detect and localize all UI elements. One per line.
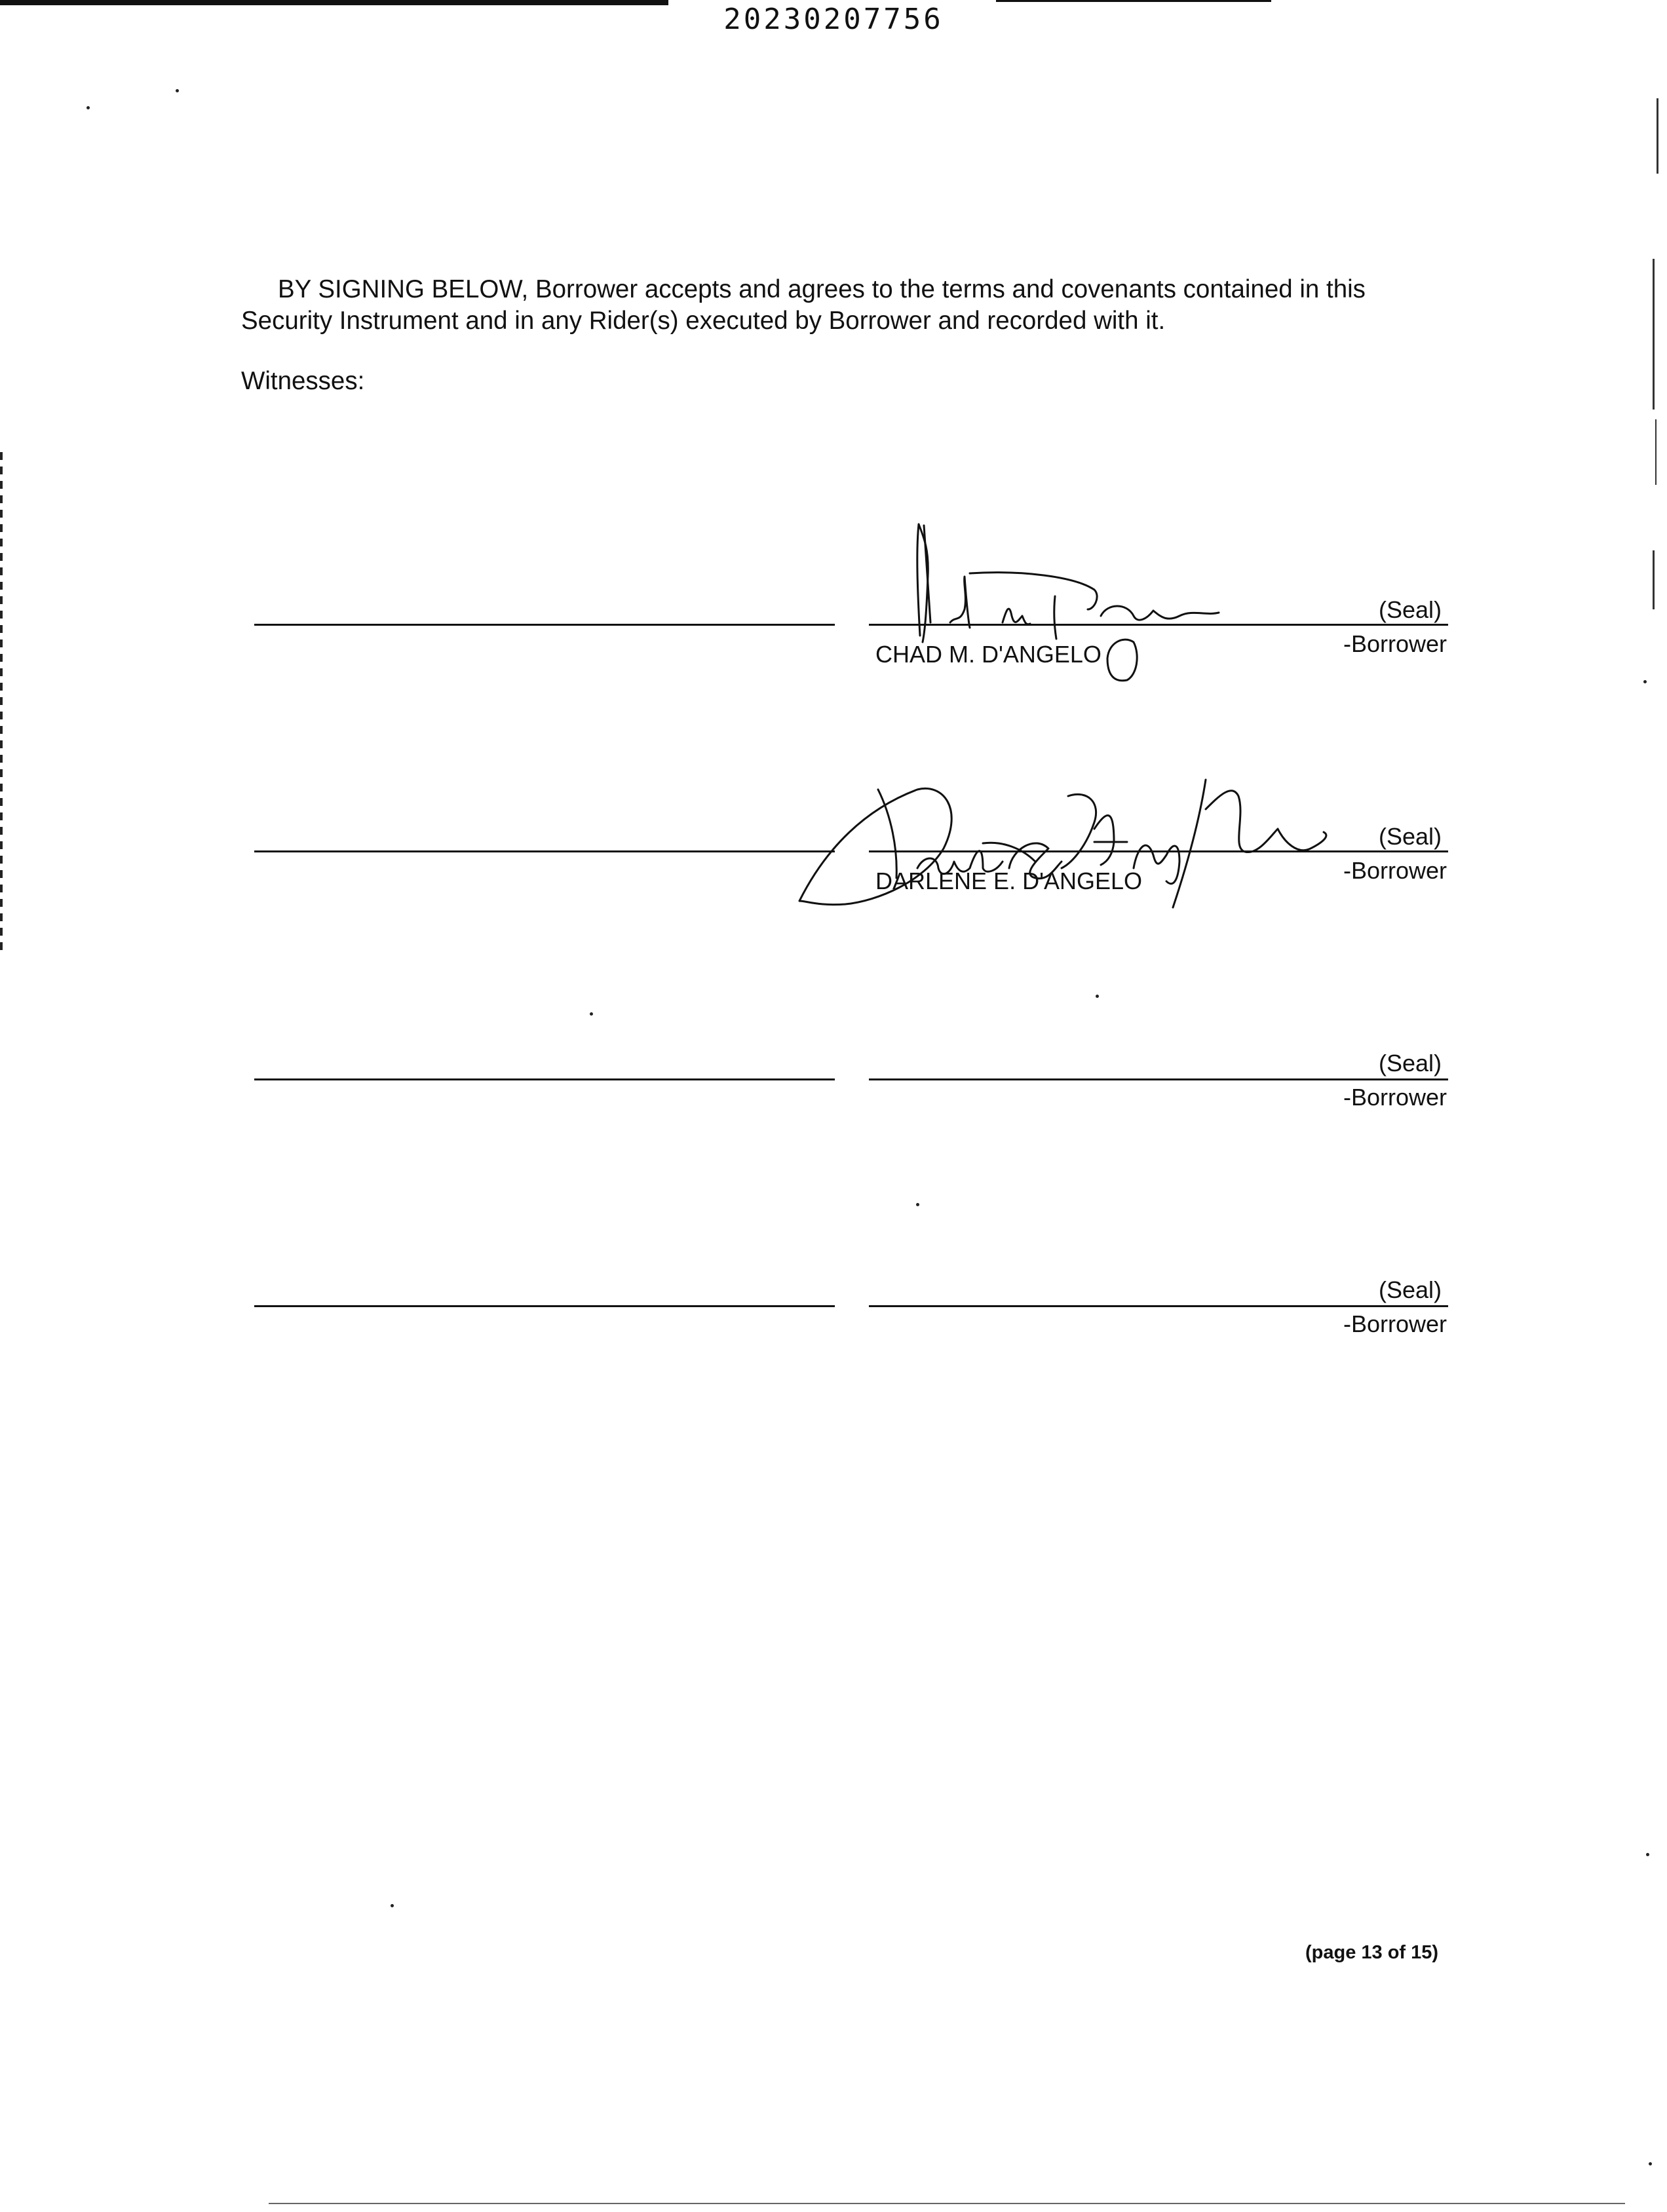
scan-speck <box>391 1904 394 1907</box>
scan-edge-mark <box>1653 550 1655 609</box>
borrower-name: DARLENE E. D'ANGELO <box>875 868 1142 894</box>
witness-signature-line <box>254 1305 835 1307</box>
seal-label: (Seal) <box>1378 1050 1442 1077</box>
scan-speck <box>1646 1853 1649 1856</box>
scan-speck <box>916 1203 919 1206</box>
header-rule-right <box>996 0 1271 2</box>
scan-edge-mark <box>1653 259 1655 410</box>
scan-edge-mark <box>1655 419 1657 485</box>
scan-speck <box>176 89 179 92</box>
borrower-role-label: -Borrower <box>1343 857 1447 884</box>
document-number: 20230207756 <box>723 3 944 36</box>
witness-signature-line <box>254 1078 835 1080</box>
seal-label: (Seal) <box>1378 1276 1442 1303</box>
page-number: (page 13 of 15) <box>1305 1942 1439 1963</box>
scan-edge-mark <box>0 452 3 950</box>
borrower-name: CHAD M. D'ANGELO <box>875 641 1102 668</box>
signature-chad-dangelo <box>878 511 1297 695</box>
scan-speck <box>1649 2162 1652 2165</box>
borrower-signature-line <box>869 1305 1448 1307</box>
borrower-signature-line <box>869 1078 1448 1080</box>
signature-darlene-dangelo <box>786 770 1337 914</box>
scan-speck <box>590 1012 593 1016</box>
borrower-role-label: -Borrower <box>1343 1084 1447 1111</box>
scan-bottom-border <box>269 2203 1625 2204</box>
signing-statement <box>241 274 1440 337</box>
seal-label: (Seal) <box>1378 823 1442 850</box>
scan-speck <box>86 106 90 109</box>
witnesses-label: Witnesses: <box>241 367 365 395</box>
borrower-role-label: -Borrower <box>1343 1310 1447 1337</box>
seal-label: (Seal) <box>1378 596 1442 623</box>
scan-speck <box>1643 680 1647 683</box>
scan-speck <box>1096 995 1099 998</box>
borrower-role-label: -Borrower <box>1343 630 1447 657</box>
witness-signature-line <box>254 624 835 626</box>
witness-signature-line <box>254 850 835 852</box>
scan-edge-mark <box>1657 98 1658 174</box>
signing-statement-body: Borrower accepts and agrees to the terms and covenants contained in this Security Instrument and in any Rider(s) executed by Borrower and recorded with it. <box>241 275 1366 335</box>
signing-statement-lead: BY SIGNING BELOW, <box>278 275 529 303</box>
